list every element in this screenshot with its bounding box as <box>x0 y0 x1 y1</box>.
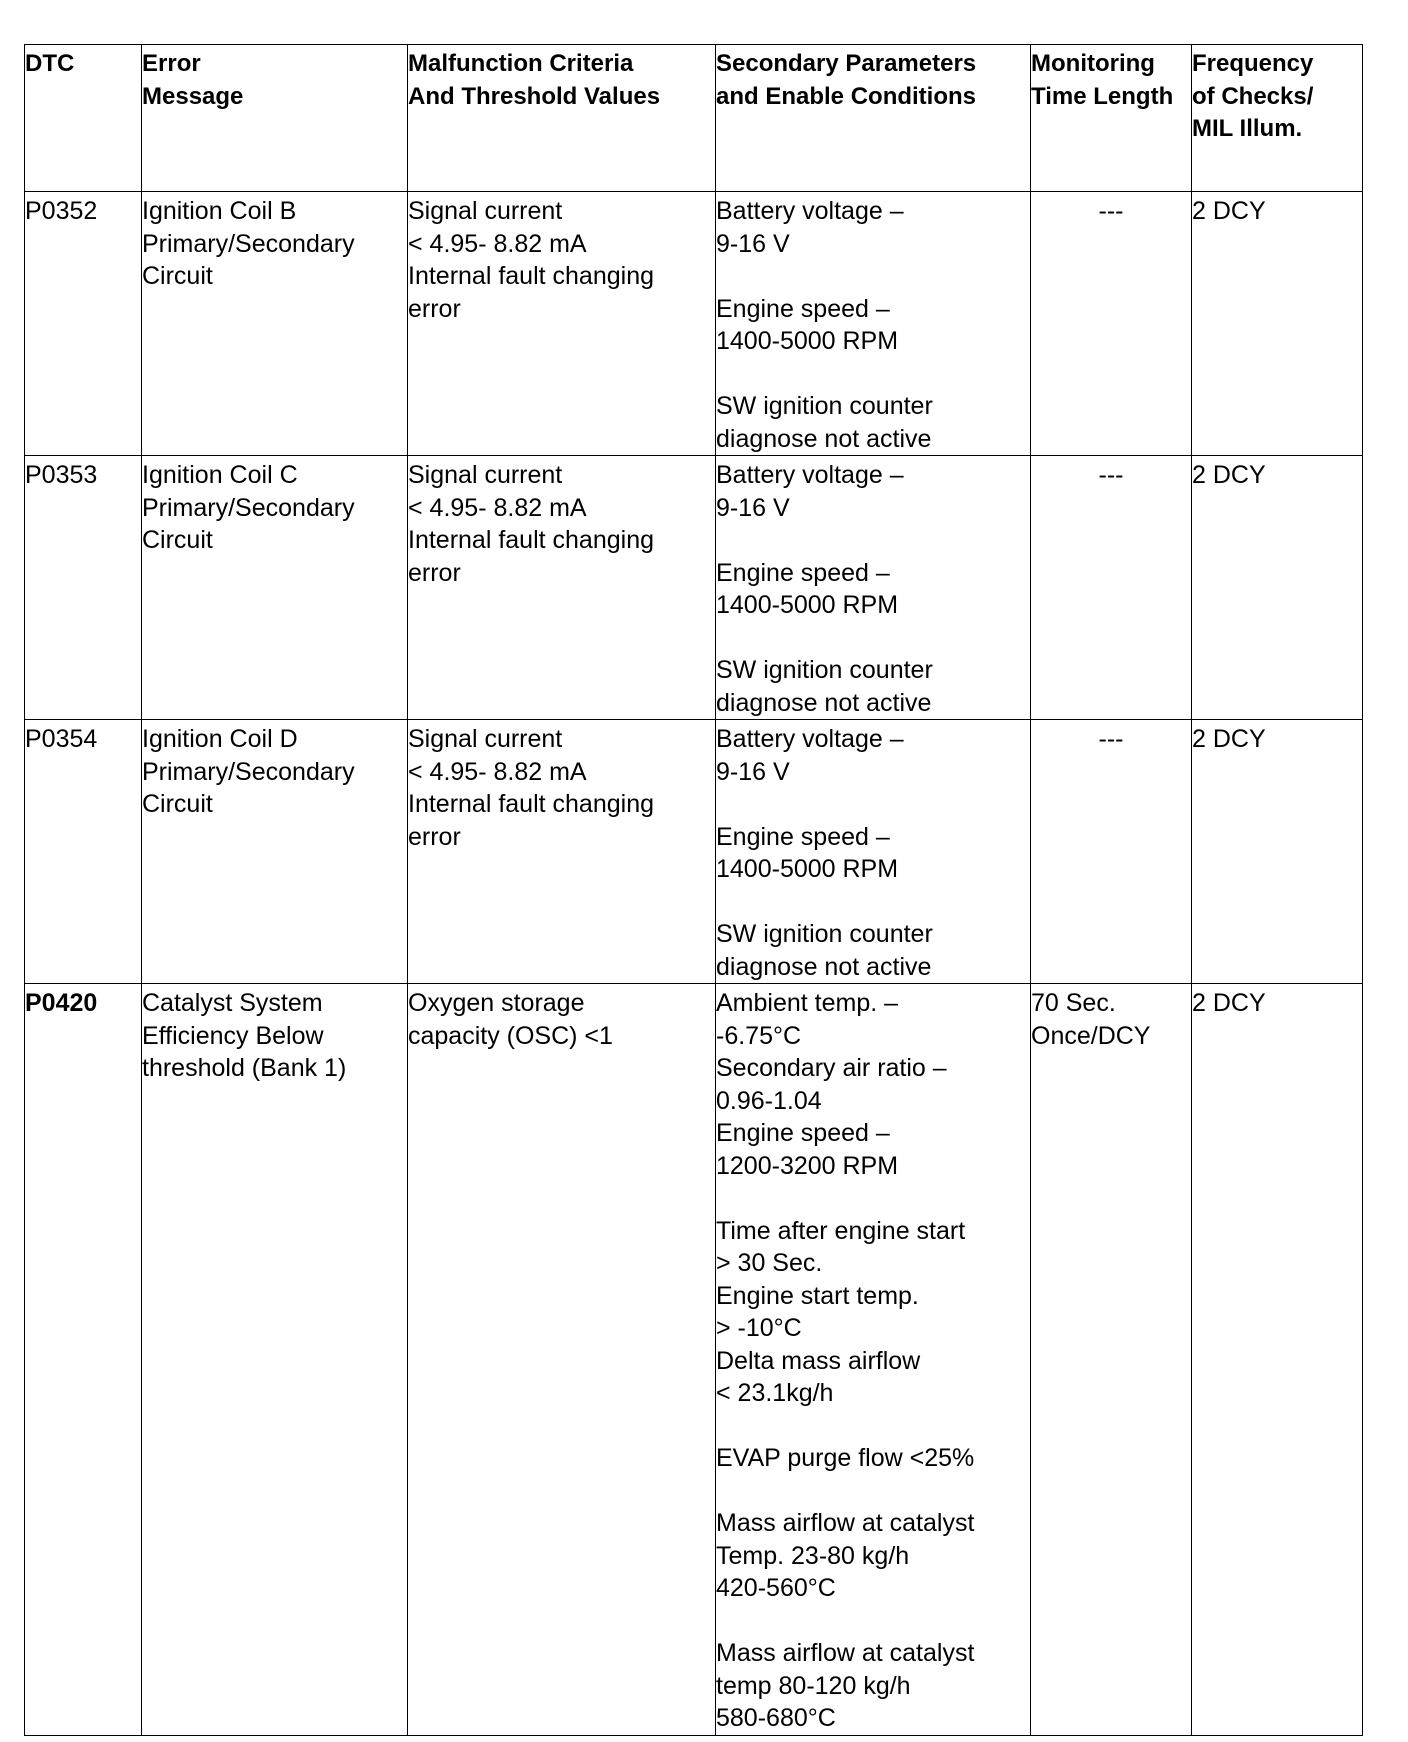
table-row <box>25 456 1363 720</box>
header-monitoring-time: Monitoring Time Length <box>1031 45 1192 192</box>
dtc-code: P0352 <box>25 192 142 456</box>
header-dtc: DTC <box>25 45 142 192</box>
frequency: 2 DCY <box>1192 456 1363 720</box>
table-row <box>25 720 1363 984</box>
dtc-code: P0353 <box>25 456 142 720</box>
header-frequency: Frequency of Checks/ MIL Illum. <box>1192 45 1363 192</box>
header-row <box>25 45 1363 192</box>
malfunction-criteria: Signal current < 4.95- 8.82 mA Internal fault changing error <box>408 192 716 456</box>
monitoring-time: 70 Sec. Once/DCY <box>1031 984 1192 1736</box>
secondary-parameters: Ambient temp. – -6.75°C Secondary air ratio – 0.96-1.04 Engine speed – 1200-3200 RPM Time after engine start > 30 Sec. Engine start temp. > -10°C Delta mass airflow < 23.1kg/h EVAP purge flow <25% Mass airflow at catalyst Temp. 23-80 kg/h 420-560°C Mass airflow at catalyst temp 80-120 kg/h 580-680°C <box>716 984 1031 1736</box>
header-secondary-parameters: Secondary Parameters and Enable Conditions <box>716 45 1031 192</box>
error-message: Ignition Coil C Primary/Secondary Circuit <box>142 456 408 720</box>
dtc-table <box>24 44 1363 1736</box>
dtc-document <box>24 44 1362 1736</box>
error-message: Ignition Coil D Primary/Secondary Circuit <box>142 720 408 984</box>
dtc-code: P0420 <box>25 984 142 1736</box>
error-message: Ignition Coil B Primary/Secondary Circuit <box>142 192 408 456</box>
header-error-message: Error Message <box>142 45 408 192</box>
secondary-parameters: Battery voltage – 9-16 V Engine speed – 1400-5000 RPM SW ignition counter diagnose not active <box>716 720 1031 984</box>
malfunction-criteria: Oxygen storage capacity (OSC) <1 <box>408 984 716 1736</box>
frequency: 2 DCY <box>1192 984 1363 1736</box>
malfunction-criteria: Signal current < 4.95- 8.82 mA Internal fault changing error <box>408 456 716 720</box>
monitoring-time: --- <box>1031 720 1192 984</box>
dtc-code: P0354 <box>25 720 142 984</box>
frequency: 2 DCY <box>1192 720 1363 984</box>
frequency: 2 DCY <box>1192 192 1363 456</box>
secondary-parameters: Battery voltage – 9-16 V Engine speed – 1400-5000 RPM SW ignition counter diagnose not active <box>716 192 1031 456</box>
header-malfunction-criteria: Malfunction Criteria And Threshold Values <box>408 45 716 192</box>
monitoring-time: --- <box>1031 456 1192 720</box>
table-row <box>25 192 1363 456</box>
error-message: Catalyst System Efficiency Below threshold (Bank 1) <box>142 984 408 1736</box>
secondary-parameters: Battery voltage – 9-16 V Engine speed – 1400-5000 RPM SW ignition counter diagnose not active <box>716 456 1031 720</box>
malfunction-criteria: Signal current < 4.95- 8.82 mA Internal fault changing error <box>408 720 716 984</box>
monitoring-time: --- <box>1031 192 1192 456</box>
table-row <box>25 984 1363 1736</box>
